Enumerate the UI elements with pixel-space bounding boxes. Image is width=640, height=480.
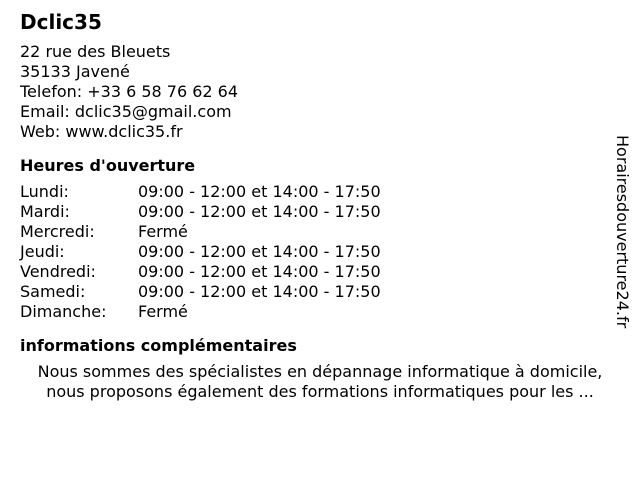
business-name: Dclic35 [20, 10, 102, 34]
hours-time: Fermé [138, 302, 188, 321]
hours-row-vendredi [20, 262, 620, 282]
hours-day: Mardi: [20, 202, 70, 221]
hours-day: Vendredi: [20, 262, 96, 281]
hours-row-samedi [20, 282, 620, 302]
hours-row-mardi [20, 202, 620, 222]
hours-time: 09:00 - 12:00 et 14:00 - 17:50 [138, 282, 381, 301]
business-card [20, 8, 620, 402]
info-line1: Nous sommes des spécialistes en dépannage informatique à domicile, [37, 362, 603, 381]
hours-time: 09:00 - 12:00 et 14:00 - 17:50 [138, 242, 381, 261]
hours-day: Samedi: [20, 282, 86, 301]
info-line2: nous proposons également des formations informatiques pour les ... [46, 382, 594, 401]
hours-time: 09:00 - 12:00 et 14:00 - 17:50 [138, 202, 381, 221]
hours-row-mercredi [20, 222, 620, 242]
hours-day: Mercredi: [20, 222, 95, 241]
hours-row-lundi [20, 182, 620, 202]
hours-time: Fermé [138, 222, 188, 241]
watermark-text: Horairesdouverture24.fr [613, 135, 632, 329]
email: Email: dclic35@gmail.com [20, 102, 232, 121]
hours-time: 09:00 - 12:00 et 14:00 - 17:50 [138, 262, 381, 281]
hours-time: 09:00 - 12:00 et 14:00 - 17:50 [138, 182, 381, 201]
hours-row-jeudi [20, 242, 620, 262]
info-title: informations complémentaires [20, 336, 297, 355]
phone: Telefon: +33 6 58 76 62 64 [20, 82, 239, 101]
website: Web: www.dclic35.fr [20, 122, 183, 141]
hours-title: Heures d'ouverture [20, 156, 196, 175]
hours-day: Lundi: [20, 182, 69, 201]
hours-day: Jeudi: [20, 242, 65, 261]
hours-day: Dimanche: [20, 302, 107, 321]
address-line1: 22 rue des Bleuets [20, 42, 171, 61]
hours-row-dimanche [20, 302, 620, 322]
address-line2: 35133 Javené [20, 62, 130, 81]
